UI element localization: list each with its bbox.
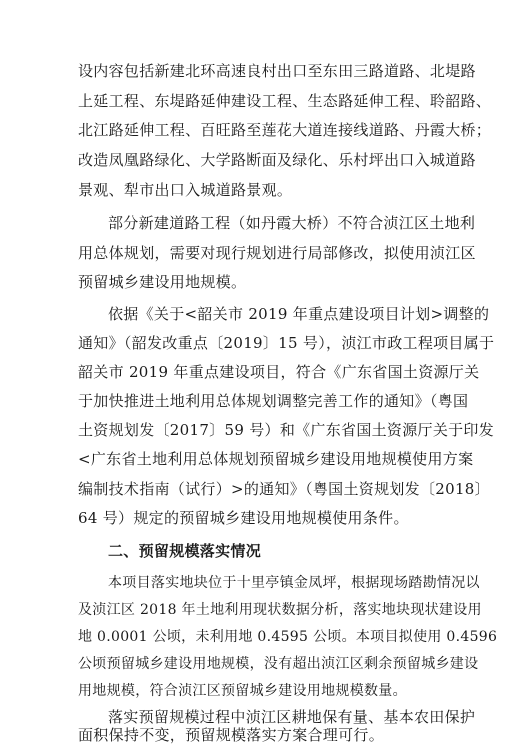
text-line: 上延工程、东堤路延伸建设工程、生态路延伸工程、聆韶路、: [78, 92, 492, 110]
text-line: 韶关市 2019 年重点建设项目，符合《广东省国土资源厅关: [78, 363, 480, 381]
text-line: 北江路延伸工程、百旺路至莲花大道连接线道路、丹霞大桥；: [78, 121, 492, 139]
text-line: 设内容包括新建北环高速良村出口至东田三路道路、北堤路: [78, 62, 476, 80]
text-line: 依据《关于<韶关市 2019 年重点建设项目计划>调整的: [108, 305, 490, 323]
text-line: <广东省土地利用总体规划预留城乡建设用地规模使用方案: [78, 450, 474, 468]
text-line: 及浈江区 2018 年土地利用现状数据分析，落实地块现状建设用: [78, 602, 482, 618]
text-line: 编制技术指南（试行）>的通知》（粤国土资规划发〔2018〕: [78, 480, 490, 498]
text-line: 公顷预留城乡建设用地规模，没有超出浈江区剩余预留城乡建设: [78, 656, 479, 672]
text-line: 通知》（韶发改重点〔2019〕15 号），浈江市政工程项目属于: [78, 334, 495, 352]
text-line: 用地规模，符合浈江区预留城乡建设用地规模数量。: [78, 683, 407, 699]
text-line: 落实预留规模过程中浈江区耕地保有量、基本农田保护: [108, 708, 476, 726]
text-line: 于加快推进土地利用总体规划调整完善工作的通知》（粤国: [78, 392, 469, 410]
text-line: 改造凤凰路绿化、大学路断面及绿化、乐村坪出口入城道路: [78, 151, 476, 169]
text-line: 景观、犁市出口入城道路景观。: [78, 181, 293, 199]
text-line: 地 0.0001 公顷，未利用地 0.4595 公顷。本项目拟使用 0.4596: [78, 629, 498, 645]
text-line: 本项目落实地块位于十里亭镇金凤坪，根据现场踏勘情况以: [108, 575, 480, 591]
text-line: 部分新建道路工程（如丹霞大桥）不符合浈江区土地利: [108, 214, 476, 232]
text-line: 预留城乡建设用地规模。: [78, 273, 247, 291]
text-line: 64 号）规定的预留城乡建设用地规模使用条件。: [78, 509, 409, 527]
text-line: 土资规划发〔2017〕59 号）和《广东省国土资源厅关于印发: [78, 421, 495, 439]
text-line: 用总体规划，需要对现行规划进行局部修改，拟使用浈江区: [78, 244, 476, 262]
section-heading-text: 二、预留规模落实情况: [108, 542, 262, 560]
text-line: 面积保持不变，预留规模落实方案合理可行。: [78, 726, 385, 744]
